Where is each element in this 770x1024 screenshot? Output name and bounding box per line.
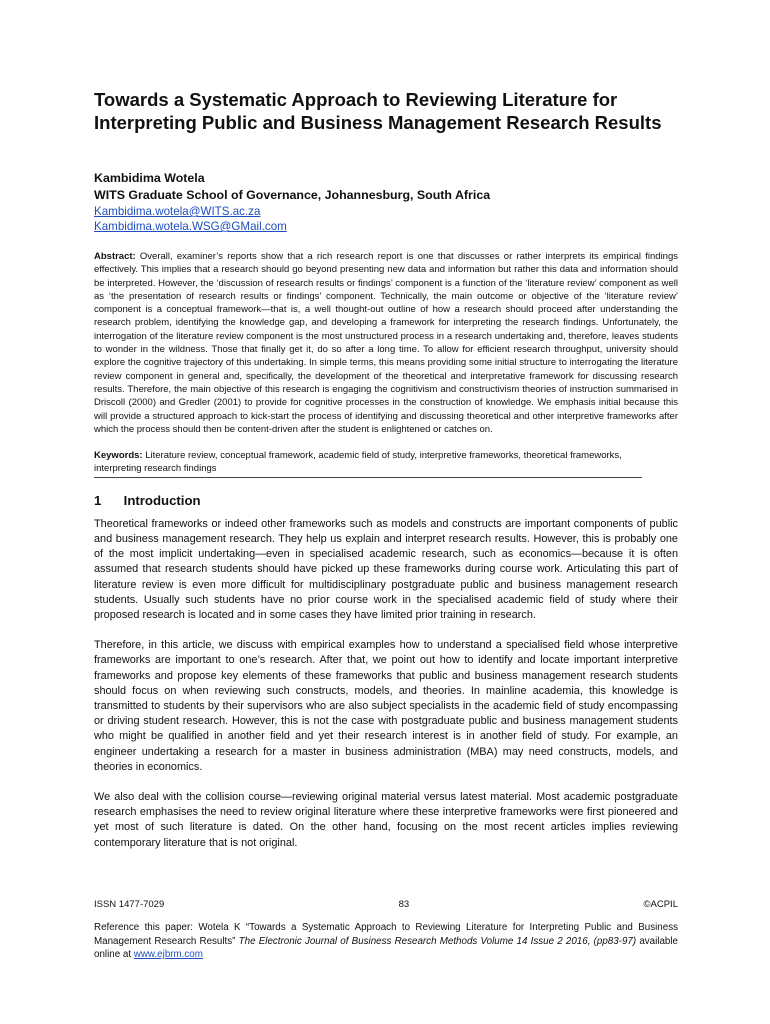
email-link-gmail[interactable]: Kambidima.wotela.WSG@GMail.com: [94, 220, 287, 233]
body-paragraph: Therefore, in this article, we discuss with empirical examples how to understand a specialised field whose interpretive frameworks are important to one’s research. After that, we point out how to identify and locate important interpretive frameworks and propose key elements of these frameworks that public and business management research students should focus on when reviewing such constructs, models, and theories. In mainline academia, this knowledge is transmitted to students by their supervisors who are also subject specialists in the academic field of study encompassing or driving student research. However, this is not the case with postgraduate public and business management students who might be qualified in another field and yet their research interest is in another field of study. For example, an engineer undertaking a research for a master in business administration (MBA) may need constructs, models, and theories in economics.: [94, 639, 678, 773]
body-paragraph: Theoretical frameworks or indeed other frameworks such as models and constructs are important components of public and business management research. They help us explain and interpret research results. However, this is probably one of the most implicit undertaking—even in specialised academic research, such as economics—because it is often assumed that research students should have picked up these frameworks during course work. Articulating this part of literature review is even more difficult for multidisciplinary postgraduate public and business management research students. Usually such students have no prior course work in the specialised academic field of study where their proposed research is located and in some cases they have limited prior training in research.: [94, 517, 678, 621]
page-footer: [94, 898, 678, 962]
keywords: [94, 449, 642, 478]
body-paragraph: We also deal with the collision course—reviewing original material versus latest material. Most academic postgraduate research emphasises the need to review original literature where these interpretive frameworks were first pioneered and yet most of such literature is dated. On the other hand, focusing on the most recent articles implies reviewing contemporary literature that is not original.: [94, 791, 678, 849]
paper-page: [94, 88, 678, 862]
page-number: 83: [398, 899, 410, 910]
journal-name: The Electronic Journal of Business Research Methods Volume 14 Issue 2 2016, (pp83-97): [238, 935, 637, 947]
author-name: Kambidima Wotela: [94, 171, 205, 185]
keywords-label: Keywords:: [94, 450, 143, 462]
publisher: ©ACPIL: [643, 899, 678, 910]
journal-url-link[interactable]: www.ejbrm.com: [133, 949, 203, 961]
section-heading: [94, 492, 678, 510]
issn: ISSN 1477-7029: [94, 899, 165, 910]
author-affiliation: WITS Graduate School of Governance, Johannesburg, South Africa: [94, 188, 491, 202]
paper-title: Towards a Systematic Approach to Reviewing Literature for Interpreting Public and Business Management Research Results: [94, 89, 662, 133]
reference-lead: Reference this paper: Wotela K “Towards a Systematic Approach to Reviewing Literature for Interpreting Public and Business Management Research Results”: [94, 922, 678, 947]
abstract-text: Overall, examiner’s reports show that a rich research report is one that discusses or rather interprets its empirical findings effectively. This implies that a research should go beyond presenting new data and information but rather this data and information should be interpreted. However, the ‘discussion of research results or findings’ component is a function of the ‘literature review’ component as well as ‘the presentation of research results or findings’ component. Technically, the main outcome or objective of the ‘literature review’ component is a conceptual framework—that is, a well thought-out outline of how a research should proceed after understanding the research problem, identifying the knowledge gap, and developing a framework for interpreting the research findings. Unfortunately, the interrogation of the literature review component is the most unstructured process in a research undertaking and, therefore, leaves students to wonder in the wildness. Those that finally get it, do so after a long time. To allow for efficient research throughput, university should explore the cognitive trajectory of this undertaking. In simple terms, this means providing some initial structure to interrogating the literature review component in general and, specifically, the development of the theoretical and interpretative framework for discussing research results. Therefore, the main objective of this research is engaging the cognitivism and constructivism theories of instruction summarised in Driscoll (2000) and Gredler (2001) to provide for cognitive processes in the construction of knowledge. We emphasis initial because this will provide a structured approach to kick-start the process of identifying and discussing theoretical and other interpretive frameworks after which the process should then be content-driven after the student is enlightened or catches on.: [94, 251, 678, 435]
email-link-wits[interactable]: Kambidima.wotela@WITS.ac.za: [94, 205, 261, 218]
footer-row: [94, 898, 678, 911]
section-number: 1: [94, 492, 102, 508]
section-title: Introduction: [123, 492, 201, 508]
abstract-label: Abstract:: [94, 251, 136, 262]
keywords-text: Literature review, conceptual framework, academic field of study, interpretive frameworks, theoretical frameworks, interpreting research findings: [94, 450, 622, 475]
citation-reference: [94, 921, 678, 962]
abstract: [94, 250, 678, 436]
available-online: available online at: [94, 935, 678, 961]
